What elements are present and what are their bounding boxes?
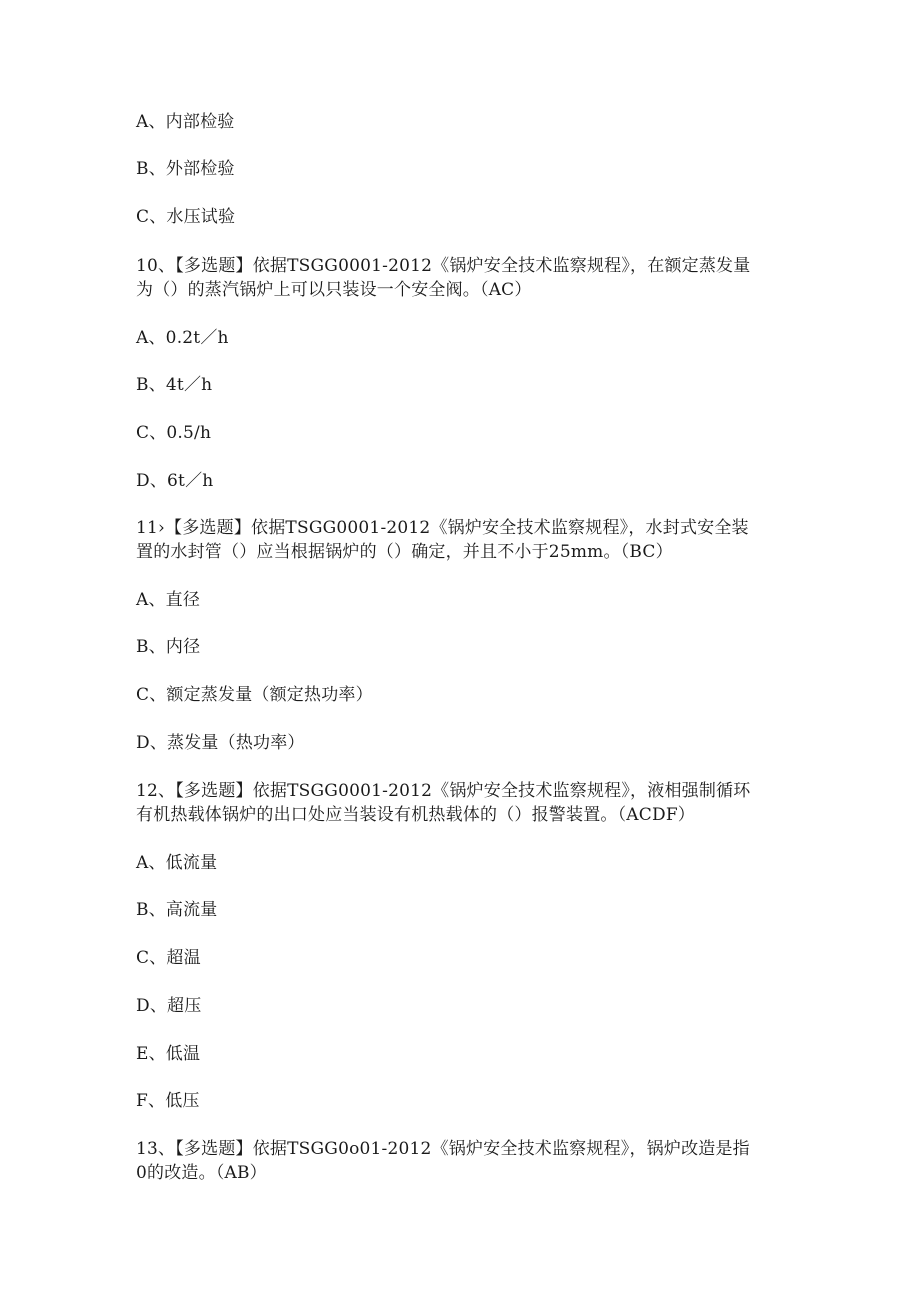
q10-option-b: B、4t／h bbox=[136, 375, 213, 395]
question-11-line-2: 置的水封管（）应当根据锅炉的（）确定，并且不小于25mm。（BC） bbox=[136, 542, 673, 562]
q12-option-d: D、超压 bbox=[136, 996, 202, 1016]
question-11-line-1: 11›【多选题】依据TSGG0001-2012《锅炉安全技术监察规程》，水封式安全装 bbox=[136, 518, 749, 538]
question-10-line-1: 10、【多选题】依据TSGG0001-2012《锅炉安全技术监察规程》，在额定蒸发量 bbox=[136, 256, 751, 276]
option-a: A、内部检验 bbox=[136, 112, 235, 132]
question-12-line-1: 12、【多选题】依据TSGG0001-2012《锅炉安全技术监察规程》，液相强制循环 bbox=[136, 781, 751, 801]
question-12-line-2: 有机热载体锅炉的出口处应当装设有机热载体的（）报警装置。（ACDF） bbox=[136, 805, 696, 825]
q10-option-d: D、6t／h bbox=[136, 471, 214, 491]
q11-option-d: D、蒸发量（热功率） bbox=[136, 733, 305, 753]
q12-option-e: E、低温 bbox=[136, 1044, 201, 1064]
q12-option-f: F、低压 bbox=[136, 1091, 200, 1111]
option-c: C、水压试验 bbox=[136, 207, 236, 227]
question-13-line-2: 0的改造。（AB） bbox=[136, 1163, 267, 1183]
q11-option-b: B、内径 bbox=[136, 637, 201, 657]
q10-option-a: A、0.2t／h bbox=[136, 328, 229, 348]
q11-option-c: C、额定蒸发量（额定热功率） bbox=[136, 685, 373, 705]
question-13-line-1: 13、【多选题】依据TSGG0o01-2012《锅炉安全技术监察规程》，锅炉改造是指 bbox=[136, 1139, 750, 1159]
q11-option-a: A、直径 bbox=[136, 590, 201, 610]
option-b: B、外部检验 bbox=[136, 159, 235, 179]
q12-option-c: C、超温 bbox=[136, 948, 201, 968]
q10-option-c: C、0.5/h bbox=[136, 423, 212, 443]
q12-option-b: B、高流量 bbox=[136, 900, 218, 920]
question-10-line-2: 为（）的蒸汽锅炉上可以只装设一个安全阀。（AC） bbox=[136, 280, 532, 300]
q12-option-a: A、低流量 bbox=[136, 853, 218, 873]
